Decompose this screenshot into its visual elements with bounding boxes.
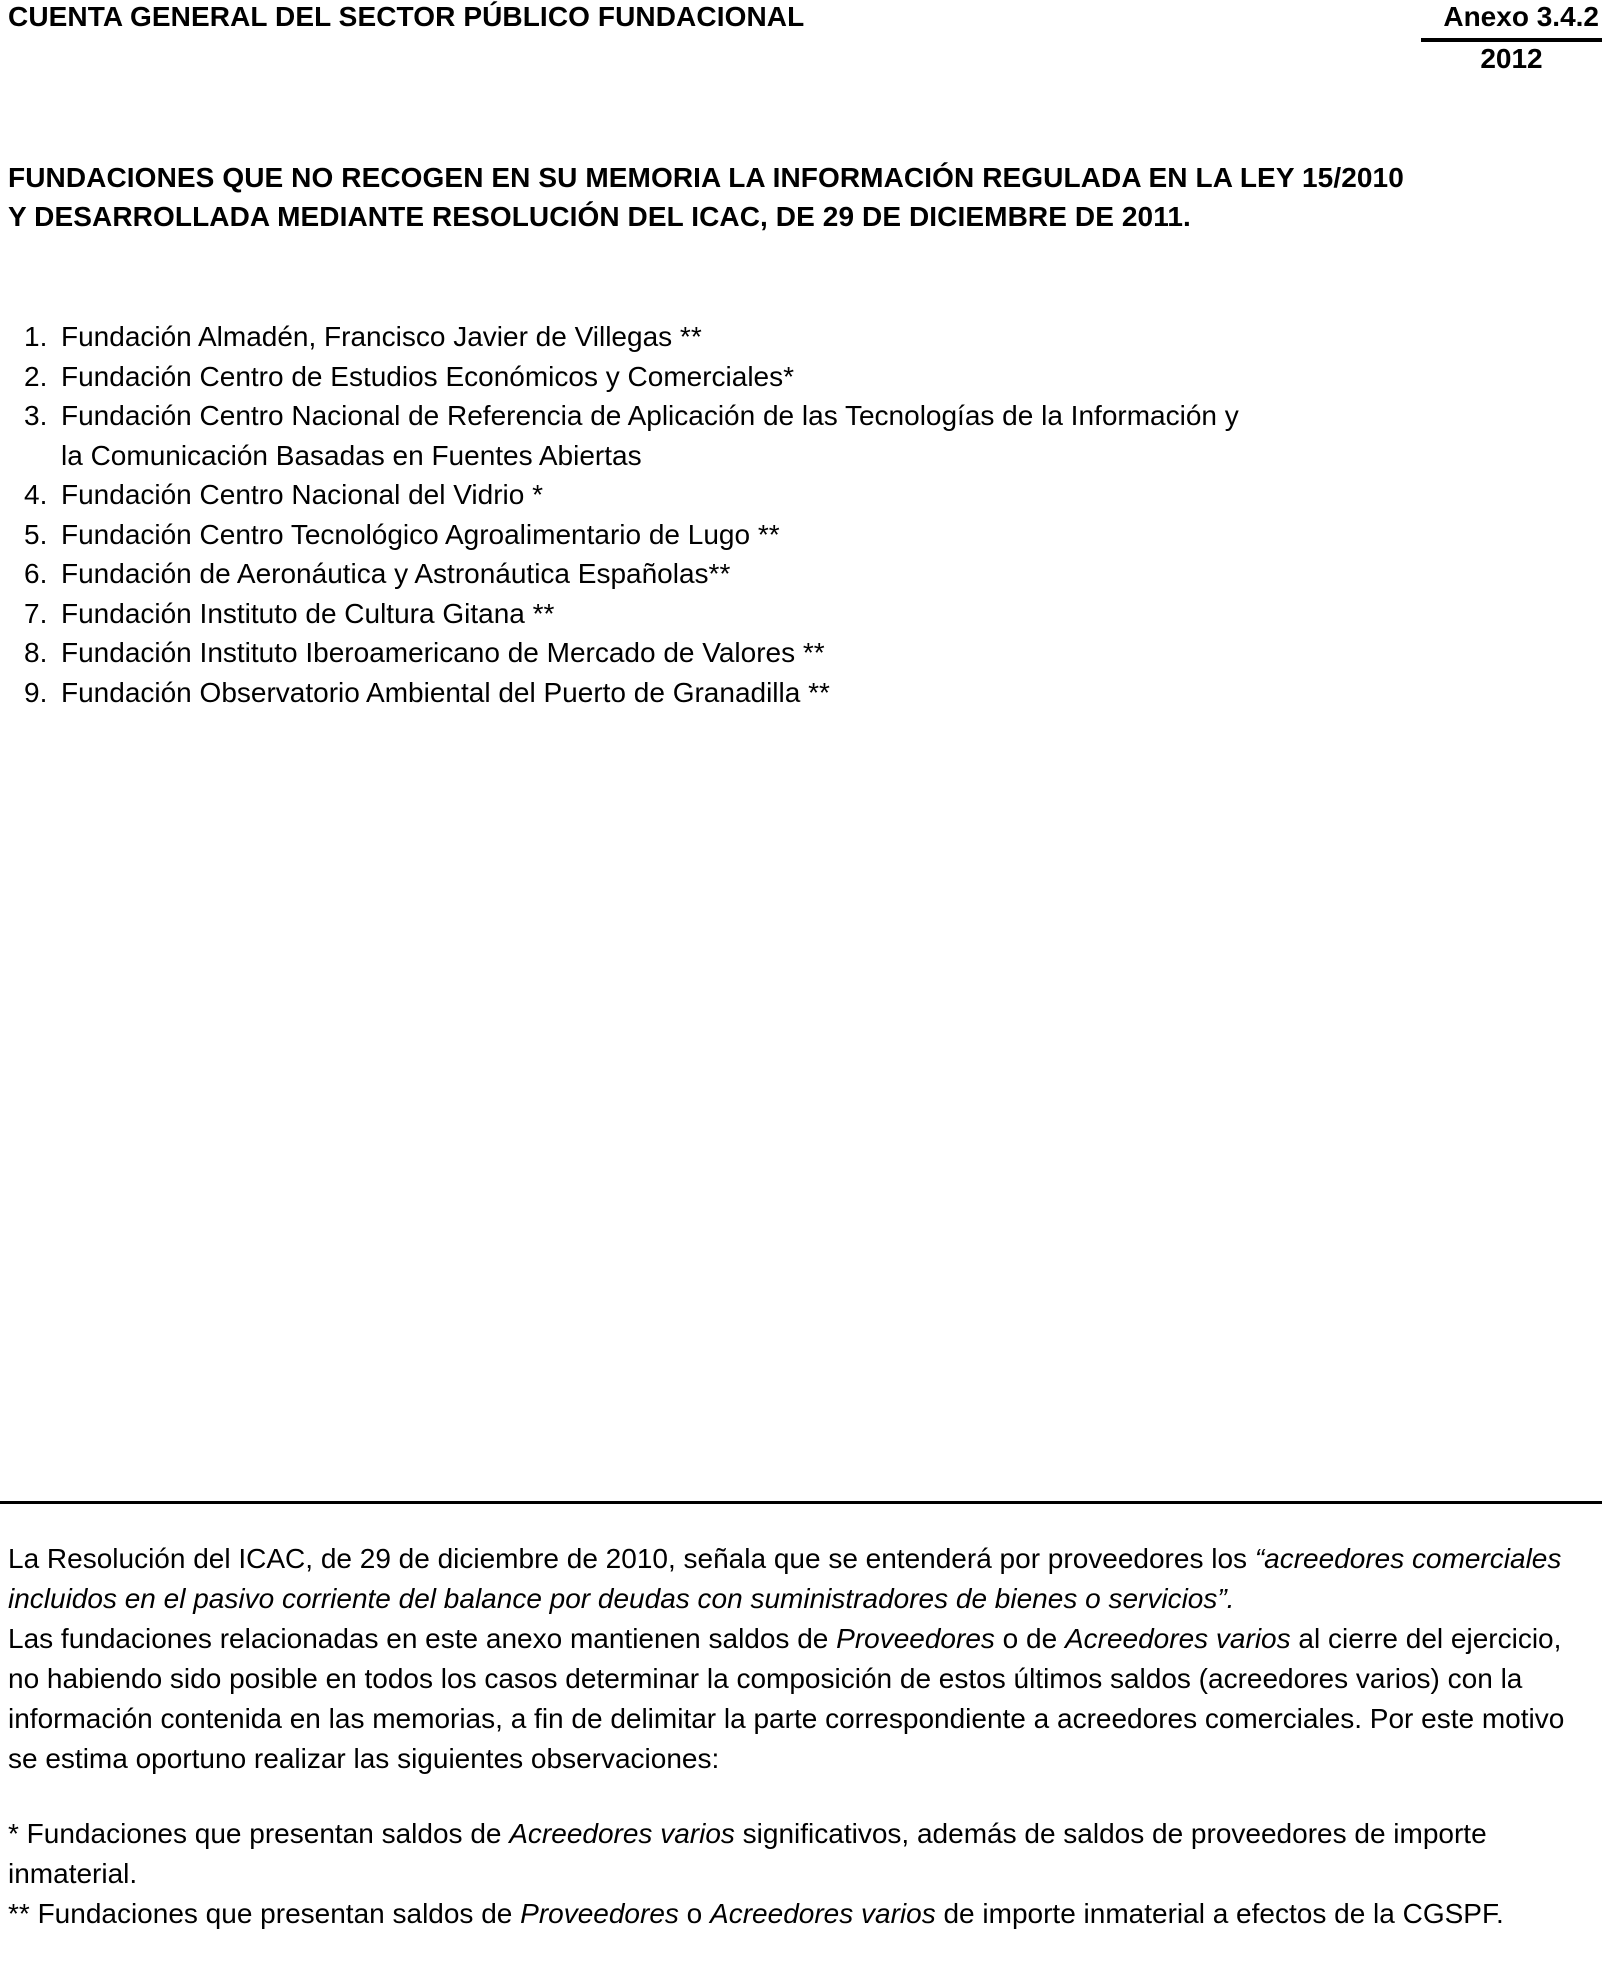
explanation-paragraph	[8, 1619, 1598, 1779]
section-heading-line-2: Y DESARROLLADA MEDIANTE RESOLUCIÓN DEL ICAC, DE 29 DE DICIEMBRE DE 2011.	[8, 201, 1191, 232]
explanation-text-1: Las fundaciones relacionadas en este anexo mantienen saldos de	[8, 1623, 837, 1654]
list-item-text: Fundación Centro Nacional de Referencia de Aplicación de las Tecnologías de la Información y	[61, 400, 1239, 431]
explanation-text-3: al cierre del ejercicio, no habiendo sido posible en todos los casos determinar la composición de estos últimos saldos (acreedores varios) con la información contenida en las memorias, a fin de delimitar la parte correspondiente a acreedores comerciales. Por este motivo se estima oportuno realizar las siguientes observaciones:	[8, 1623, 1565, 1774]
list-item-text: Fundación Observatorio Ambiental del Puerto de Granadilla **	[61, 676, 830, 708]
note-2-text-1: ** Fundaciones que presentan saldos de	[8, 1898, 521, 1929]
list-item-number: 1.	[24, 321, 48, 352]
list-item-text: Fundación Centro Nacional del Vidrio *	[61, 479, 543, 510]
list-item-number: 8.	[24, 637, 48, 668]
note-1-term-acreedores-varios: Acreedores varios	[509, 1818, 735, 1849]
annex-number: Anexo 3.4.2	[1443, 1, 1599, 32]
section-heading-line-1: FUNDACIONES QUE NO RECOGEN EN SU MEMORIA LA INFORMACIÓN REGULADA EN LA LEY 15/2010	[8, 162, 1404, 193]
list-item	[24, 554, 1424, 594]
list-item-number: 2.	[24, 360, 48, 392]
list-item	[24, 515, 1424, 555]
list-item-number: 3.	[24, 400, 48, 431]
list-item-text: Fundación de Aeronáutica y Astronáutica Españolas**	[61, 558, 731, 589]
note-2-term-proveedores: Proveedores	[520, 1898, 679, 1929]
document-title: CUENTA GENERAL DEL SECTOR PÚBLICO FUNDACIONAL	[8, 1, 805, 32]
resolution-paragraph	[8, 1539, 1598, 1619]
list-item	[24, 475, 1424, 515]
list-item-number: 4.	[24, 479, 48, 510]
list-item	[24, 633, 1424, 673]
note-2-term-acreedores-varios: Acreedores varios	[710, 1898, 936, 1929]
list-item-text: Fundación Centro de Estudios Económicos y Comerciales*	[61, 360, 795, 392]
footnote-block	[8, 1539, 1598, 1934]
double-asterisk-note	[8, 1894, 1598, 1934]
note-2-text-3: de importe inmaterial a efectos de la CGSPF.	[935, 1898, 1504, 1929]
list-item-text-continued: la Comunicación Basadas en Fuentes Abiertas	[61, 439, 642, 471]
note-2-text-2: o	[678, 1898, 711, 1929]
list-item-number: 5.	[24, 518, 48, 550]
list-item-number: 7.	[24, 597, 48, 629]
foundation-list	[24, 317, 1424, 712]
list-item	[24, 317, 1424, 357]
annex-year: 2012	[1480, 43, 1543, 74]
term-acreedores-varios: Acreedores varios	[1064, 1623, 1291, 1654]
section-heading	[8, 158, 1568, 236]
note-1-text-1: * Fundaciones que presentan saldos de	[8, 1818, 510, 1849]
list-item-text: Fundación Instituto de Cultura Gitana **	[61, 597, 555, 629]
explanation-text-2: o de	[994, 1623, 1065, 1654]
note-1-text-2: significativos, además de saldos de proveedores de importe inmaterial.	[8, 1818, 1487, 1889]
list-item	[24, 594, 1424, 634]
term-proveedores: Proveedores	[836, 1623, 995, 1654]
list-item	[24, 396, 1424, 475]
resolution-quote: “acreedores comerciales incluidos en el pasivo corriente del balance por deudas con suministradores de bienes o servicios”.	[8, 1543, 1562, 1614]
paragraph-spacer	[8, 1779, 1598, 1814]
list-item-number: 6.	[24, 558, 48, 589]
list-item-text: Fundación Centro Tecnológico Agroalimentario de Lugo **	[61, 518, 780, 550]
list-item	[24, 673, 1424, 713]
list-item	[24, 357, 1424, 397]
resolution-text: La Resolución del ICAC, de 29 de diciembre de 2010, señala que se entenderá por proveedores los	[8, 1543, 1255, 1574]
list-item-text: Fundación Instituto Iberoamericano de Mercado de Valores **	[61, 637, 825, 668]
single-asterisk-note	[8, 1814, 1598, 1894]
list-item-text: Fundación Almadén, Francisco Javier de Villegas **	[61, 321, 702, 352]
footnote-divider	[0, 1501, 1602, 1504]
list-item-number: 9.	[24, 676, 48, 708]
